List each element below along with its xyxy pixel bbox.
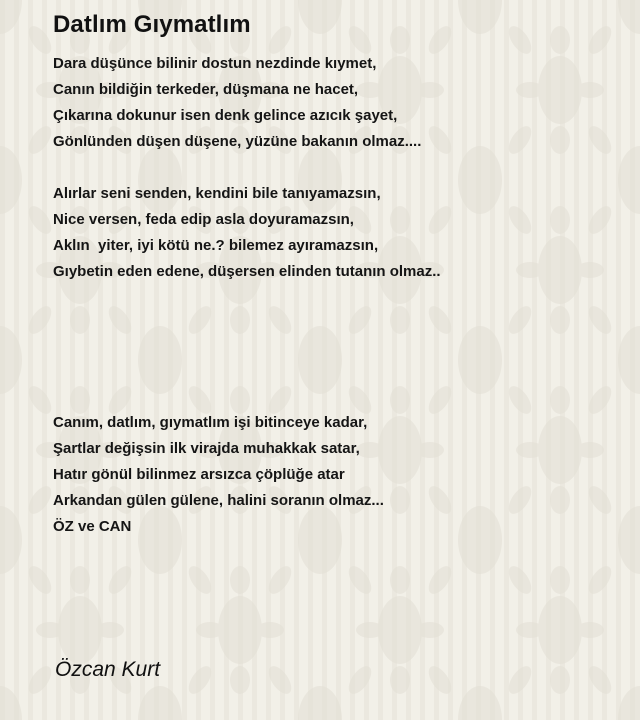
poem-line: Dara düşünce bilinir dostun nezdinde kıymet, <box>53 55 377 72</box>
poem-line: Arkandan gülen gülene, halini soranın olmaz... <box>53 492 384 509</box>
poem-line: Aklın yiter, iyi kötü ne.? bilemez ayıramazsın, <box>53 237 379 254</box>
poem-line: Canın bildiğin terkeder, düşmana ne hacet, <box>53 81 359 98</box>
poem-stanza-1 <box>53 51 421 155</box>
poem-line: Şartlar değişsin ilk virajda muhakkak satar, <box>53 440 360 457</box>
poem-line: Hatır gönül bilinmez arsızca çöplüğe atar <box>53 466 345 483</box>
poem-line: Gönlünden düşen düşene, yüzüne bakanın olmaz.... <box>53 133 422 150</box>
poem-author: Özcan Kurt <box>55 658 161 681</box>
poem-line: Alırlar seni senden, kendini bile tanıyamazsın, <box>53 185 381 202</box>
poem-stanza-3 <box>53 410 384 540</box>
poem-line: Nice versen, feda edip asla doyuramazsın, <box>53 211 354 228</box>
poem-line: Canım, datlım, gıymatlım işi bitinceye kadar, <box>53 414 368 431</box>
poem-title: Datlım Gıymatlım <box>53 11 251 38</box>
poem-stanza-2 <box>53 181 441 285</box>
poem-line: Gıybetin eden edene, düşersen elinden tutanın olmaz.. <box>53 263 441 280</box>
poem-line: Çıkarına dokunur isen denk gelince azıcık şayet, <box>53 107 398 124</box>
poem-signature-line: ÖZ ve CAN <box>53 518 132 535</box>
